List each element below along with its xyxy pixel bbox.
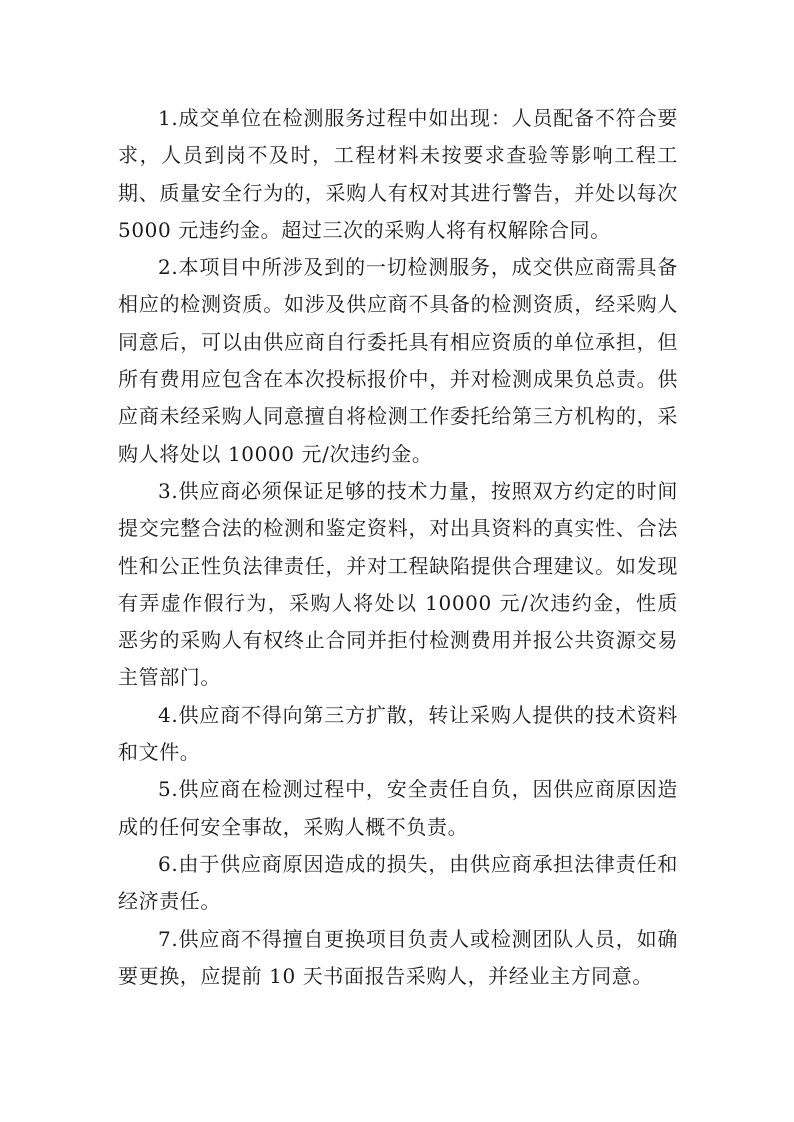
clause-1: 1.成交单位在检测服务过程中如出现：人员配备不符合要求，人员到岗不及时，工程材料未按要求查验等影响工程工期、质量安全行为的，采购人有权对其进行警告，并处以每次 5000 元违约金。超过三次的采购人将有权解除合同。 — [118, 106, 678, 242]
clause-2: 2.本项目中所涉及到的一切检测服务，成交供应商需具备相应的检测资质。如涉及供应商不具备的检测资质，经采购人同意后，可以由供应商自行委托具有相应资质的单位承担，但所有费用应包含在本次投标报价中，并对检测成果负总责。供应商未经采购人同意擅自将检测工作委托给第三方机构的，采购人将处以 10000 元/次违约金。 — [118, 255, 678, 466]
clause-7: 7.供应商不得擅自更换项目负责人或检测团队人员，如确要更换，应提前 10 天书面报告采购人，并经业主方同意。 — [118, 926, 678, 988]
clause-6: 6.由于供应商原因造成的损失，由供应商承担法律责任和经济责任。 — [118, 851, 678, 914]
clause-4: 4.供应商不得向第三方扩散，转让采购人提供的技术资料和文件。 — [118, 702, 678, 765]
document-body — [118, 100, 678, 995]
clause-5: 5.供应商在检测过程中，安全责任自负，因供应商原因造成的任何安全事故，采购人概不负责。 — [118, 777, 678, 839]
clause-3: 3.供应商必须保证足够的技术力量，按照双方约定的时间提交完整合法的检测和鉴定资料，对出具资料的真实性、合法性和公正性负法律责任，并对工程缺陷提供合理建议。如发现有弄虚作假行为，采购人将处以 10000 元/次违约金，性质恶劣的采购人有权终止合同并拒付检测费用并报公共资源交易主管部门。 — [118, 478, 678, 690]
